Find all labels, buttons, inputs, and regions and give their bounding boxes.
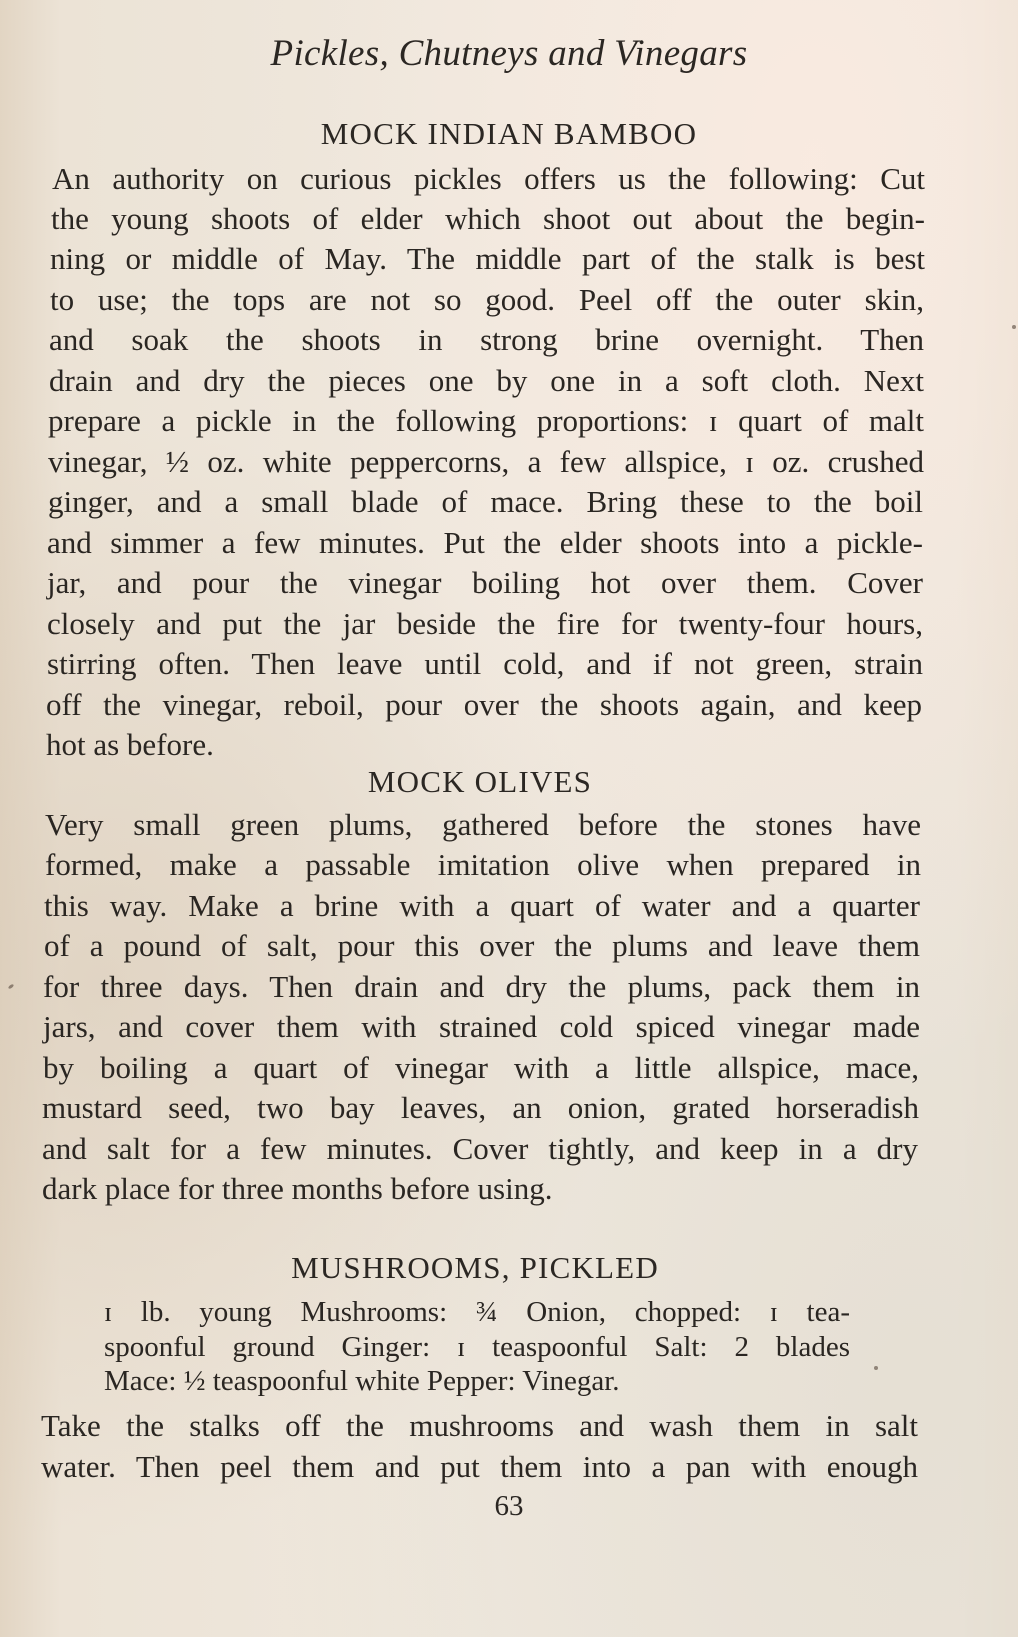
ingredient-line: ɪ lb. young Mushrooms: ¾ Onion, chopped: ɪ tea- <box>104 1296 850 1328</box>
body-line: ginger, and a small blade of mace. Bring these to the boil <box>48 484 923 519</box>
body-line: An authority on curious pickles offers us the following: Cut <box>52 161 925 196</box>
page-number: 63 <box>494 1490 524 1522</box>
paper-speck <box>1012 325 1016 329</box>
section-title-mock-indian-bamboo: MOCK INDIAN BAMBOO <box>320 116 698 151</box>
body-line: and simmer a few minutes. Put the elder shoots into a pickle- <box>47 525 923 560</box>
body-line: Take the stalks off the mushrooms and wash them in salt <box>41 1408 918 1443</box>
ingredient-line: spoonful ground Ginger: ɪ teaspoonful Salt: 2 blades <box>104 1331 850 1363</box>
paper-speck <box>874 1366 878 1370</box>
body-line: stirring often. Then leave until cold, and if not green, strain <box>47 646 923 681</box>
body-line: mustard seed, two bay leaves, an onion, grated horseradish <box>42 1090 919 1125</box>
body-line: by boiling a quart of vinegar with a little allspice, mace, <box>43 1050 919 1085</box>
body-line: Very small green plums, gathered before the stones have <box>45 807 921 842</box>
section-title-mock-olives: MOCK OLIVES <box>367 764 593 799</box>
body-line: of a pound of salt, pour this over the plums and leave them <box>44 928 920 963</box>
paper-speck <box>8 984 15 990</box>
body-line: off the vinegar, reboil, pour over the shoots again, and keep <box>46 687 922 722</box>
body-line: ning or middle of May. The middle part of the stalk is best <box>50 241 925 276</box>
body-line: closely and put the jar beside the fire for twenty-four hours, <box>47 606 923 641</box>
body-line: formed, make a passable imitation olive when prepared in <box>45 847 921 882</box>
body-line: dark place for three months before using. <box>42 1171 553 1206</box>
body-line: vinegar, ½ oz. white peppercorns, a few allspice, ɪ oz. crushed <box>48 444 924 479</box>
body-line: prepare a pickle in the following proportions: ɪ quart of malt <box>48 403 924 438</box>
body-line: water. Then peel them and put them into a pan with enough <box>41 1449 918 1484</box>
body-line: to use; the tops are not so good. Peel off the outer skin, <box>50 282 924 317</box>
ingredient-line: Mace: ½ teaspoonful white Pepper: Vinegar. <box>104 1365 620 1397</box>
body-line: for three days. Then drain and dry the plums, pack them in <box>43 969 920 1004</box>
body-line: and salt for a few minutes. Cover tightly, and keep in a dry <box>42 1131 918 1166</box>
body-line: the young shoots of elder which shoot out about the begin- <box>51 201 925 236</box>
body-line: this way. Make a brine with a quart of water and a quarter <box>44 888 920 923</box>
section-title-mushrooms-pickled: MUSHROOMS, PICKLED <box>291 1250 659 1285</box>
body-line: jar, and pour the vinegar boiling hot over them. Cover <box>47 565 923 600</box>
body-line: hot as before. <box>46 727 214 762</box>
body-line: jars, and cover them with strained cold spiced vinegar made <box>43 1009 920 1044</box>
body-line: drain and dry the pieces one by one in a soft cloth. Next <box>49 363 924 398</box>
body-line: and soak the shoots in strong brine overnight. Then <box>49 322 924 357</box>
running-head: Pickles, Chutneys and Vinegars <box>270 33 748 74</box>
